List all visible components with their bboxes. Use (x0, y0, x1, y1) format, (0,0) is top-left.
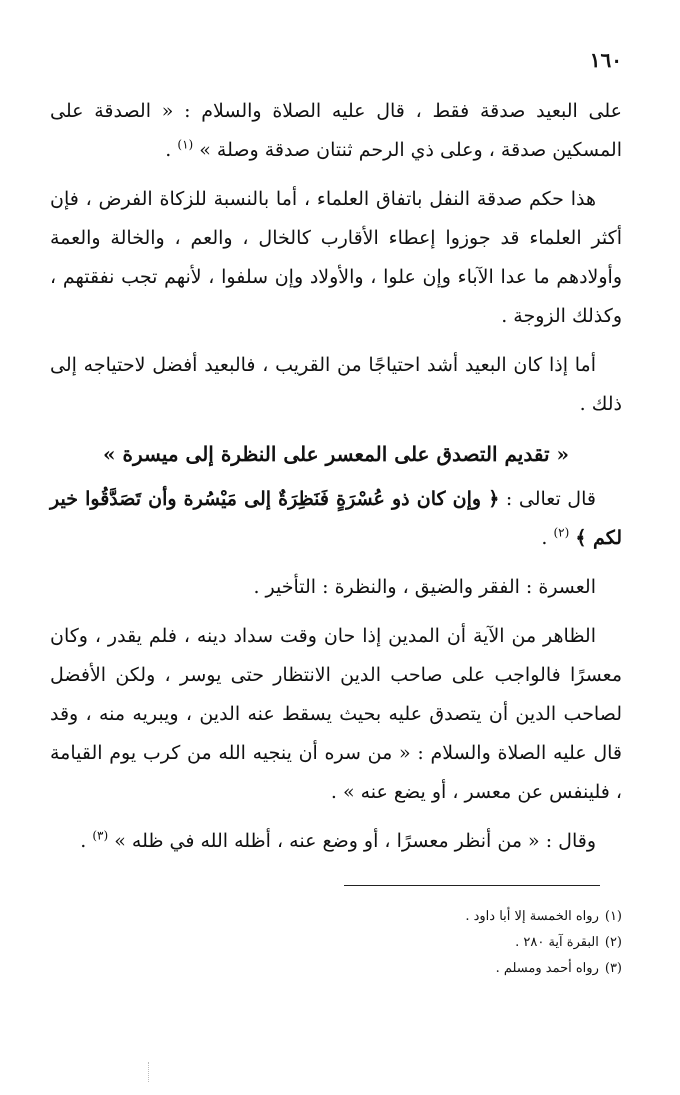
section-heading: « تقديم التصدق على المعسر على النظرة إلى ميسرة » (103, 442, 569, 466)
footnotes (465, 904, 622, 982)
footnote-ref-3[interactable]: (٣) (92, 828, 109, 843)
footnote-divider (344, 885, 600, 886)
footnote-number: (٢) (604, 935, 622, 950)
paragraph-zakat-ruling: هذا حكم صدقة النفل باتفاق العلماء ، أما بالنسبة للزكاة الفرض ، فإن أكثر العلماء قد جوزوا إعطاء الأقارب كالخال ، والعم ، والخالة والعمة وأولادهم ما عدا الآباء وإن علوا ، والأولاد وإن سلفوا ، لأنهم تجب نفقتهم ، وكذلك الزوجة . (50, 188, 622, 327)
footnote-number: (١) (604, 909, 622, 924)
quran-verse: ﴿ وإن كان ذو عُسْرَةٍ فَنَظِرَةٌ إلى مَيْسُرة وأن تَصَدَّقُوا خير لكم ﴾ (50, 488, 622, 549)
paragraph-charity-relatives (50, 92, 622, 170)
paragraph-quran-verse (50, 480, 622, 558)
footnote-number: (٣) (604, 961, 622, 976)
footnote-item (465, 956, 622, 982)
scan-artifact (148, 1062, 151, 1082)
footnote-ref-2[interactable]: (٢) (553, 525, 570, 540)
paragraph-text: على البعيد صدقة فقط ، قال عليه الصلاة والسلام : « الصدقة على المسكين صدقة ، وعلى ذي الرحم ثنتان صدقة وصلة » (50, 100, 622, 161)
footnote-item (465, 904, 622, 930)
footnote-ref-1[interactable]: (١) (177, 137, 194, 152)
paragraph-distant-needier: أما إذا كان البعيد أشد احتياجًا من القريب ، فالبعيد أفضل لاحتياجه إلى ذلك . (50, 354, 622, 415)
hadith-text: وقال : « من أنظر معسرًا ، أو وضع عنه ، أظله الله في ظله » (114, 830, 596, 852)
paragraph-end: . (165, 139, 178, 161)
body-text (50, 92, 622, 871)
paragraph-end: . (541, 527, 554, 549)
paragraph-debtor-explanation: الظاهر من الآية أن المدين إذا حان وقت سداد دينه ، فلم يقدر ، وكان معسرًا فالواجب على صاحب الدين الانتظار حتى يوسر ، ولكن الأفضل لصاحب الدين أن يتصدق عليه بحيث يسقط عنه الدين ، ويبريه منه ، وقد قال عليه الصلاة والسلام : « من سره أن ينجيه الله من كرب يوم القيامة ، فلينفس عن معسر ، أو يضع عنه » . (50, 625, 622, 803)
verse-intro: قال تعالى : (499, 488, 596, 510)
paragraph-hadith (50, 822, 622, 861)
page-number: ١٦٠ (589, 48, 622, 72)
paragraph-end: . (80, 830, 93, 852)
footnote-item (465, 930, 622, 956)
footnote-text: رواه أحمد ومسلم . (495, 961, 599, 976)
footnote-text: رواه الخمسة إلا أبا داود . (465, 909, 599, 924)
paragraph-definitions: العسرة : الفقر والضيق ، والنظرة : التأخير . (253, 576, 596, 598)
footnote-text: البقرة آية ٢٨٠ . (515, 935, 599, 950)
